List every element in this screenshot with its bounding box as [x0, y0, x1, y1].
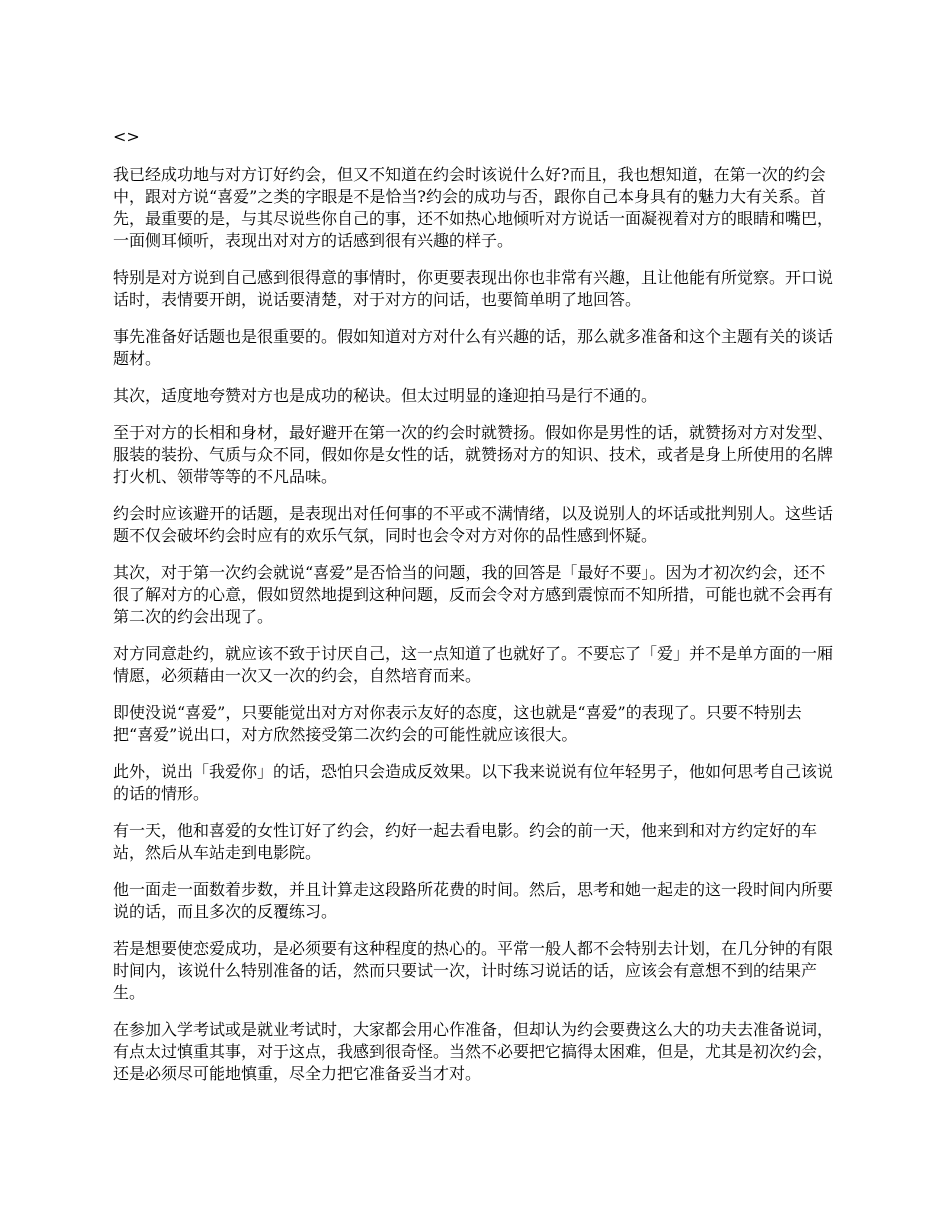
- paragraph-6: 约会时应该避开的话题，是表现出对任何事的不平或不满情绪，以及说别人的坏话或批判别人。这些话题不仅会破坏约会时应有的欢乐气氛，同时也会令对方对你的品性感到怀疑。: [113, 504, 834, 545]
- paragraph-7: 其次，对于第一次约会就说“喜爱”是否恰当的问题，我的回答是「最好不要」。因为才初次约会，还不很了解对方的心意，假如贸然地提到这种问题，反而会令对方感到震惊而不知所措，可能也就不会再有第二次的约会出现了。: [113, 563, 834, 626]
- paragraph-5: 至于对方的长相和身材，最好避开在第一次的约会时就赞扬。假如你是男性的话，就赞扬对方对发型、服装的装扮、气质与众不同，假如你是女性的话，就赞扬对方的知识、技术，或者是身上所使用的名牌打火机、领带等等的不凡品味。: [113, 423, 834, 486]
- paragraph-12: 他一面走一面数着步数，并且计算走这段路所花费的时间。然后，思考和她一起走的这一段时间内所要说的话，而且多次的反覆练习。: [113, 880, 834, 921]
- paragraph-4: 其次，适度地夸赞对方也是成功的秘诀。但太过明显的逢迎拍马是行不通的。: [113, 386, 658, 405]
- paragraph-3: 事先准备好话题也是很重要的。假如知道对方对什么有兴趣的话，那么就多准备和这个主题有关的谈话题材。: [113, 327, 834, 368]
- paragraph-13: 若是想要使恋爱成功，是必须要有这种程度的热心的。平常一般人都不会特别去计划，在几分钟的有限时间内，该说什么特别准备的话，然而只要试一次，计时练习说话的话，应该会有意想不到的结果产生。: [113, 939, 834, 1002]
- paragraph-1: 我已经成功地与对方订好约会，但又不知道在约会时该说什么好?而且，我也想知道，在第一次的约会中，跟对方说“喜爱”之类的字眼是不是恰当?约会的成功与否，跟你自己本身具有的魅力大有关系。首先，最重要的是，与其尽说些你自己的事，还不如热心地倾听对方说话一面凝视着对方的眼睛和嘴巴，一面侧耳倾听，表现出对对方的话感到很有兴趣的样子。: [113, 165, 834, 250]
- paragraph-14: 在参加入学考试或是就业考试时，大家都会用心作准备，但却认为约会要费这么大的功夫去准备说词，有点太过慎重其事，对于这点，我感到很奇怪。当然不必要把它搞得太困难，但是，尤其是初次约会，还是必须尽可能地慎重，尽全力把它准备妥当才对。: [113, 1020, 834, 1083]
- paragraph-10: 此外，说出「我爱你」的话，恐怕只会造成反效果。以下我来说说有位年轻男子，他如何思考自己该说的话的情形。: [113, 762, 834, 803]
- paragraph-9: 即使没说“喜爱”，只要能觉出对方对你表示友好的态度，这也就是“喜爱”的表现了。只要不特别去把“喜爱”说出口，对方欣然接受第二次约会的可能性就应该很大。: [113, 703, 802, 744]
- paragraph-2: 特别是对方说到自己感到很得意的事情时，你更要表现出你也非常有兴趣，且让他能有所觉察。开口说话时，表情要开朗，说话要清楚，对于对方的问话，也要简单明了地回答。: [113, 268, 834, 309]
- document-page: [113, 126, 840, 1100]
- paragraph-8: 对方同意赴约，就应该不致于讨厌自己，这一点知道了也就好了。不要忘了「爱」并不是单方面的一厢情愿，必须藉由一次又一次的约会，自然培育而来。: [113, 644, 834, 685]
- document-heading: <>: [113, 127, 140, 146]
- paragraph-11: 有一天，他和喜爱的女性订好了约会，约好一起去看电影。约会的前一天，他来到和对方约定好的车站，然后从车站走到电影院。: [113, 821, 818, 862]
